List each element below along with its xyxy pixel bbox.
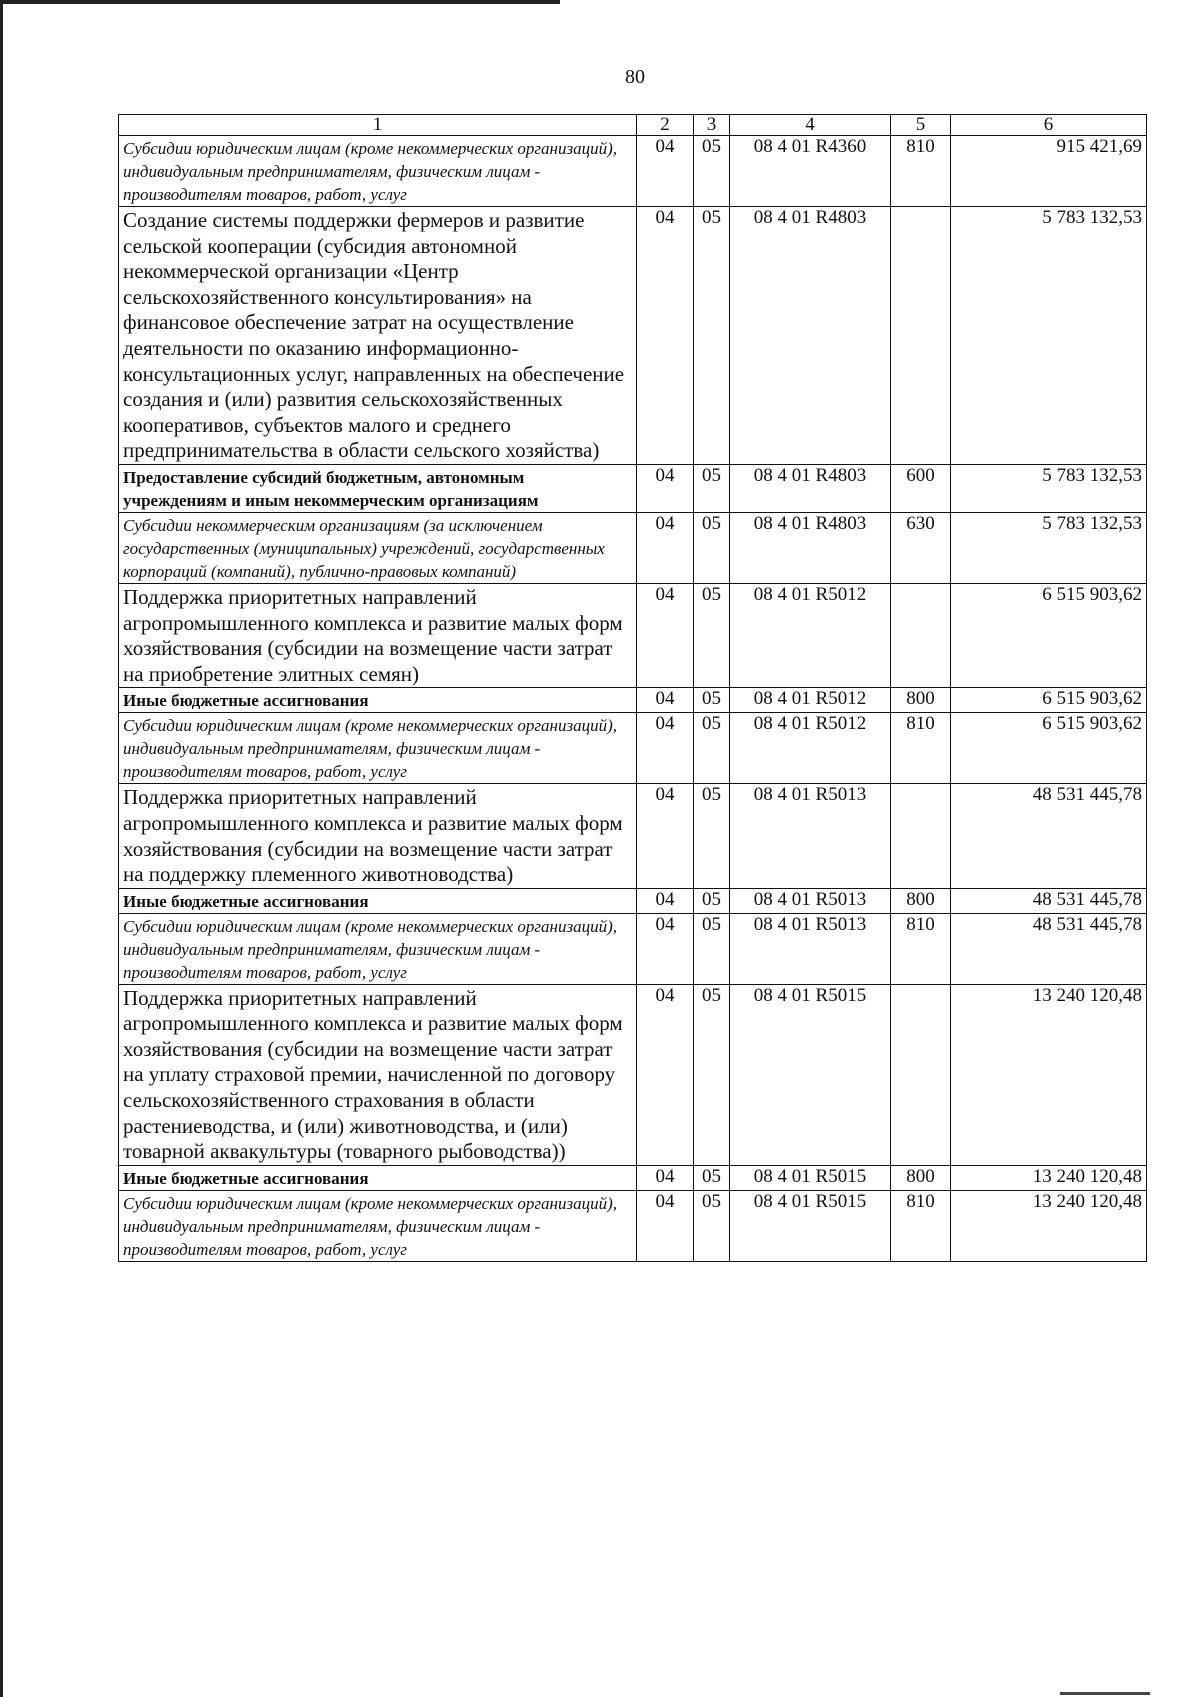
table-row xyxy=(119,784,1147,888)
row-expense-type: 810 xyxy=(891,913,951,984)
row-section: 04 xyxy=(637,207,694,465)
row-subsection: 05 xyxy=(694,512,730,583)
row-section: 04 xyxy=(637,464,694,512)
row-subsection: 05 xyxy=(694,688,730,713)
row-subsection: 05 xyxy=(694,888,730,913)
table-row xyxy=(119,1190,1147,1261)
row-amount: 6 515 903,62 xyxy=(951,583,1147,687)
row-name: Поддержка приоритетных направлений агропромышленного комплекса и развитие малых форм хозяйствования (субсидии на возмещение части затрат на приобретение элитных семян) xyxy=(119,583,637,687)
row-name: Субсидии юридическим лицам (кроме некоммерческих организаций), индивидуальным предпринимателям, физическим лицам - производителям товаров, работ, услуг xyxy=(119,136,637,207)
table-row xyxy=(119,888,1147,913)
row-subsection: 05 xyxy=(694,1165,730,1190)
row-section: 04 xyxy=(637,713,694,784)
row-section: 04 xyxy=(637,913,694,984)
row-subsection: 05 xyxy=(694,984,730,1165)
row-amount: 6 515 903,62 xyxy=(951,688,1147,713)
header-cell-3: 3 xyxy=(694,115,730,136)
row-amount: 48 531 445,78 xyxy=(951,913,1147,984)
table-row xyxy=(119,984,1147,1165)
row-subsection: 05 xyxy=(694,583,730,687)
header-cell-1: 1 xyxy=(119,115,637,136)
row-target-code: 08 4 01 R5012 xyxy=(730,688,891,713)
row-amount: 5 783 132,53 xyxy=(951,464,1147,512)
row-amount: 5 783 132,53 xyxy=(951,207,1147,465)
scan-bottom-mark xyxy=(1060,1692,1150,1695)
row-expense-type: 800 xyxy=(891,888,951,913)
row-target-code: 08 4 01 R4803 xyxy=(730,512,891,583)
row-subsection: 05 xyxy=(694,713,730,784)
row-target-code: 08 4 01 R5012 xyxy=(730,583,891,687)
row-expense-type xyxy=(891,984,951,1165)
row-name: Поддержка приоритетных направлений агропромышленного комплекса и развитие малых форм хозяйствования (субсидии на возмещение части затрат на уплату страховой премии, начисленной по договору сельскохозяйственного страхования в области растениеводства, и (или) животноводства, и (или) товарной аквакультуры (товарного рыбоводства)) xyxy=(119,984,637,1165)
row-subsection: 05 xyxy=(694,136,730,207)
row-amount: 13 240 120,48 xyxy=(951,1190,1147,1261)
row-target-code: 08 4 01 R5013 xyxy=(730,784,891,888)
row-expense-type: 810 xyxy=(891,136,951,207)
row-target-code: 08 4 01 R4360 xyxy=(730,136,891,207)
row-name: Поддержка приоритетных направлений агропромышленного комплекса и развитие малых форм хозяйствования (субсидии на возмещение части затрат на поддержку племенного животноводства) xyxy=(119,784,637,888)
table-row xyxy=(119,464,1147,512)
row-target-code: 08 4 01 R5015 xyxy=(730,1165,891,1190)
row-amount: 6 515 903,62 xyxy=(951,713,1147,784)
row-target-code: 08 4 01 R5012 xyxy=(730,713,891,784)
table-row xyxy=(119,207,1147,465)
row-name: Предоставление субсидий бюджетным, автономным учреждениям и иным некоммерческим организациям xyxy=(119,464,637,512)
row-name: Иные бюджетные ассигнования xyxy=(119,888,637,913)
row-amount: 48 531 445,78 xyxy=(951,784,1147,888)
header-cell-2: 2 xyxy=(637,115,694,136)
row-target-code: 08 4 01 R4803 xyxy=(730,207,891,465)
table-row xyxy=(119,913,1147,984)
row-expense-type: 800 xyxy=(891,688,951,713)
table-row xyxy=(119,1165,1147,1190)
row-section: 04 xyxy=(637,512,694,583)
row-subsection: 05 xyxy=(694,207,730,465)
row-subsection: 05 xyxy=(694,784,730,888)
row-name: Субсидии некоммерческим организациям (за исключением государственных (муниципальных) учреждений, государственных корпораций (компаний), публично-правовых компаний) xyxy=(119,512,637,583)
row-subsection: 05 xyxy=(694,913,730,984)
row-expense-type xyxy=(891,784,951,888)
row-expense-type xyxy=(891,207,951,465)
row-section: 04 xyxy=(637,1190,694,1261)
row-expense-type xyxy=(891,583,951,687)
row-section: 04 xyxy=(637,136,694,207)
row-expense-type: 810 xyxy=(891,1190,951,1261)
header-cell-6: 6 xyxy=(951,115,1147,136)
scan-top-edge xyxy=(0,0,560,4)
table-row xyxy=(119,136,1147,207)
row-name: Субсидии юридическим лицам (кроме некоммерческих организаций), индивидуальным предпринимателям, физическим лицам - производителям товаров, работ, услуг xyxy=(119,713,637,784)
row-amount: 48 531 445,78 xyxy=(951,888,1147,913)
row-name: Создание системы поддержки фермеров и развитие сельской кооперации (субсидия автономной некоммерческой организации «Центр сельскохозяйственного консультирования» на финансовое обеспечение затрат на осуществление деятельности по оказанию информационно-консультационных услуг, направленных на обеспечение создания и (или) развития сельскохозяйственных кооперативов, субъектов малого и среднего предпринимательства в области сельского хозяйства) xyxy=(119,207,637,465)
row-section: 04 xyxy=(637,984,694,1165)
row-section: 04 xyxy=(637,888,694,913)
row-subsection: 05 xyxy=(694,464,730,512)
table-header-row xyxy=(119,115,1147,136)
row-subsection: 05 xyxy=(694,1190,730,1261)
row-name: Иные бюджетные ассигнования xyxy=(119,688,637,713)
header-cell-5: 5 xyxy=(891,115,951,136)
page-number: 80 xyxy=(625,66,645,88)
row-target-code: 08 4 01 R5015 xyxy=(730,1190,891,1261)
row-name: Иные бюджетные ассигнования xyxy=(119,1165,637,1190)
scan-left-edge xyxy=(0,0,3,1697)
row-amount: 5 783 132,53 xyxy=(951,512,1147,583)
row-target-code: 08 4 01 R5015 xyxy=(730,984,891,1165)
row-expense-type: 810 xyxy=(891,713,951,784)
row-amount: 915 421,69 xyxy=(951,136,1147,207)
row-amount: 13 240 120,48 xyxy=(951,1165,1147,1190)
row-expense-type: 600 xyxy=(891,464,951,512)
row-target-code: 08 4 01 R5013 xyxy=(730,888,891,913)
row-expense-type: 630 xyxy=(891,512,951,583)
row-section: 04 xyxy=(637,784,694,888)
header-cell-4: 4 xyxy=(730,115,891,136)
budget-table xyxy=(118,114,1147,1262)
table-row xyxy=(119,713,1147,784)
row-target-code: 08 4 01 R5013 xyxy=(730,913,891,984)
row-amount: 13 240 120,48 xyxy=(951,984,1147,1165)
table-row xyxy=(119,688,1147,713)
row-section: 04 xyxy=(637,583,694,687)
table-row xyxy=(119,512,1147,583)
row-target-code: 08 4 01 R4803 xyxy=(730,464,891,512)
row-section: 04 xyxy=(637,1165,694,1190)
row-name: Субсидии юридическим лицам (кроме некоммерческих организаций), индивидуальным предпринимателям, физическим лицам - производителям товаров, работ, услуг xyxy=(119,1190,637,1261)
row-name: Субсидии юридическим лицам (кроме некоммерческих организаций), индивидуальным предпринимателям, физическим лицам - производителям товаров, работ, услуг xyxy=(119,913,637,984)
row-section: 04 xyxy=(637,688,694,713)
table-row xyxy=(119,583,1147,687)
row-expense-type: 800 xyxy=(891,1165,951,1190)
